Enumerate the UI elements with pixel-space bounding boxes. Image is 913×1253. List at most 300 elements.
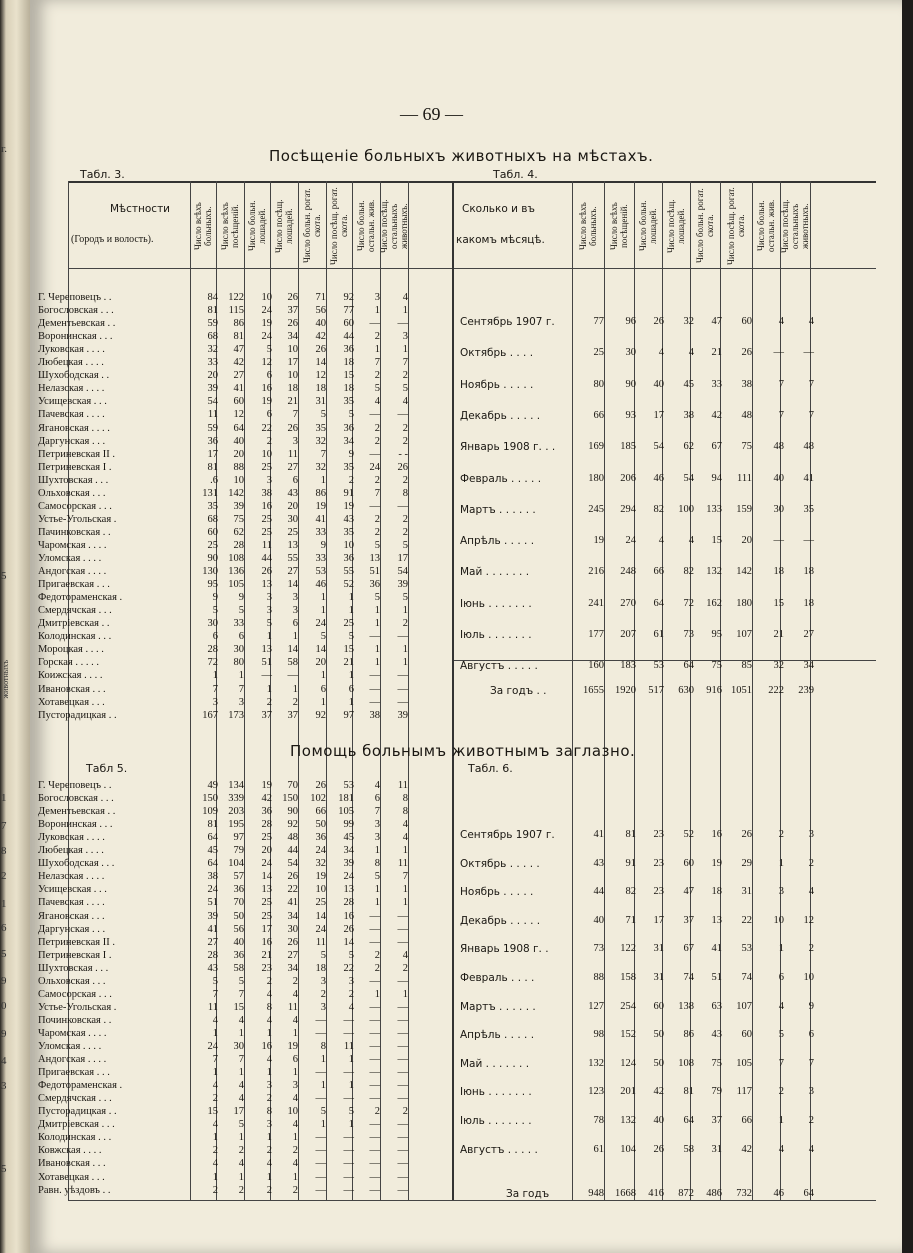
total-cell: 948 <box>588 1188 604 1199</box>
value-cell: 47 <box>711 316 722 327</box>
value-cell: 22 <box>287 884 298 896</box>
value-cell: — <box>343 1184 354 1196</box>
value-cell: 33 <box>711 378 722 390</box>
value-cell: 97 <box>233 832 244 844</box>
value-cell: 245 <box>588 503 604 515</box>
value-cell: 18 <box>343 383 354 395</box>
value-cell: 25 <box>261 832 272 844</box>
value-cell: 130 <box>202 566 218 578</box>
value-cell: 5 <box>348 1106 354 1118</box>
place-name: Пригаевская . . . <box>38 579 110 591</box>
value-cell: 11 <box>287 1001 298 1013</box>
value-cell: 21 <box>261 949 272 961</box>
value-cell: 36 <box>207 435 218 447</box>
value-cell: 14 <box>315 357 326 369</box>
value-cell: 13 <box>287 539 298 551</box>
total-cell: 239 <box>798 685 814 696</box>
value-cell: 41 <box>233 383 244 395</box>
value-cell: 10 <box>261 448 272 460</box>
value-cell: 60 <box>207 526 218 538</box>
value-cell: 14 <box>343 936 354 948</box>
value-cell: 73 <box>683 629 694 640</box>
value-cell: 11 <box>261 539 272 551</box>
value-cell: 35 <box>315 422 326 434</box>
value-cell: 20 <box>315 657 326 669</box>
total-cell: 872 <box>678 1188 694 1199</box>
place-name: Андогская . . . . <box>38 566 107 578</box>
value-cell: 1 <box>402 657 408 669</box>
value-cell: 15 <box>773 597 784 609</box>
value-cell: 71 <box>315 292 326 303</box>
page-number: — 69 — <box>400 104 463 124</box>
value-cell: 158 <box>620 972 636 983</box>
place-name: Воронинская . . . <box>38 819 113 831</box>
value-cell: 44 <box>287 845 298 857</box>
value-cell: 80 <box>593 378 604 390</box>
value-cell: 25 <box>261 513 272 525</box>
value-cell: — <box>369 1158 380 1170</box>
value-cell: 4 <box>266 1014 272 1026</box>
value-cell: 4 <box>212 1080 218 1092</box>
place-name: Колодинская . . . <box>38 631 112 643</box>
value-cell: 180 <box>588 472 604 484</box>
value-cell: 66 <box>315 806 326 818</box>
value-cell: 6 <box>266 409 272 421</box>
value-cell: 5 <box>374 539 380 551</box>
month-name: Апрѣль . . . . . <box>460 535 535 548</box>
value-cell: 1 <box>292 1132 298 1144</box>
place-name: Пачинковская . . <box>38 526 111 538</box>
right-col-header <box>690 186 720 266</box>
value-cell: 86 <box>683 1029 694 1041</box>
value-cell: 1 <box>374 618 380 630</box>
value-cell: 75 <box>233 513 244 525</box>
value-cell: - - <box>398 448 408 460</box>
value-cell: 31 <box>315 396 326 408</box>
value-cell: 2 <box>808 943 814 955</box>
total-cell: 1920 <box>615 685 636 696</box>
value-cell: 7 <box>778 378 784 390</box>
value-cell: 3 <box>292 1080 298 1092</box>
value-cell: 45 <box>683 378 694 390</box>
value-cell: 39 <box>207 383 218 395</box>
table-row <box>30 563 870 581</box>
value-cell: 26 <box>741 829 752 840</box>
value-cell: 4 <box>238 1014 244 1026</box>
value-cell: 4 <box>292 988 298 1000</box>
value-cell: 15 <box>711 535 722 547</box>
value-cell: 5 <box>266 344 272 356</box>
value-cell: — <box>369 1184 380 1196</box>
value-cell: 35 <box>207 500 218 512</box>
value-cell: 66 <box>593 409 604 421</box>
place-name: Уломская . . . . <box>38 553 102 564</box>
value-cell: 5 <box>320 949 326 961</box>
value-cell: 2 <box>292 696 298 708</box>
value-cell: 5 <box>374 871 380 883</box>
value-cell: 33 <box>233 618 244 630</box>
value-cell: 19 <box>711 857 722 869</box>
value-cell: 26 <box>287 936 298 948</box>
value-cell: 25 <box>315 897 326 909</box>
place-name: Хотавецкая . . . <box>38 696 105 708</box>
value-cell: 88 <box>233 461 244 473</box>
value-cell: — <box>369 1054 380 1066</box>
value-cell: 60 <box>683 857 694 869</box>
value-cell: — <box>397 409 408 421</box>
value-cell: 2 <box>266 975 272 987</box>
month-name: Май . . . . . . . <box>460 566 530 579</box>
value-cell: 81 <box>207 305 218 317</box>
value-cell: 12 <box>261 357 272 369</box>
right-col-header <box>720 186 752 266</box>
value-cell: 46 <box>653 472 664 484</box>
left-col-header <box>380 186 408 266</box>
month-name: Декабрь . . . . . <box>460 409 541 422</box>
value-cell: — <box>315 1067 326 1079</box>
value-cell: 37 <box>711 1115 722 1126</box>
value-cell: 2 <box>402 962 408 974</box>
value-cell: 16 <box>261 1041 272 1052</box>
value-cell: 18 <box>773 566 784 578</box>
place-name: Шухободская . . . <box>38 858 115 870</box>
value-cell: 18 <box>315 383 326 395</box>
value-cell: 11 <box>315 936 326 948</box>
value-cell: — <box>397 1014 408 1026</box>
value-cell: 33 <box>315 553 326 564</box>
value-cell: 2 <box>778 1086 784 1098</box>
value-cell: 7 <box>402 871 408 883</box>
value-cell: 1 <box>402 897 408 909</box>
value-cell: 4 <box>292 1014 298 1026</box>
table-row <box>30 805 430 818</box>
month-name: Апрѣль . . . . . <box>460 1029 535 1042</box>
value-cell: 48 <box>803 441 814 453</box>
place-name: Починковская . . <box>38 1014 112 1026</box>
value-cell: 2 <box>808 857 814 869</box>
value-cell: 105 <box>338 806 354 818</box>
table-row <box>30 313 870 331</box>
value-cell: 81 <box>625 829 636 840</box>
value-cell: 1 <box>374 988 380 1000</box>
value-cell: 108 <box>678 1057 694 1069</box>
month-name: Іюнь . . . . . . . <box>460 597 532 610</box>
value-cell: 16 <box>711 829 722 840</box>
value-cell: 3 <box>374 292 380 303</box>
value-cell: — <box>369 923 380 935</box>
value-cell: 24 <box>315 618 326 630</box>
value-cell: 5 <box>320 631 326 643</box>
value-cell: 1 <box>266 683 272 695</box>
value-cell: 38 <box>369 709 380 721</box>
value-cell: 74 <box>683 972 694 983</box>
table-row <box>30 643 430 656</box>
value-cell: 14 <box>261 871 272 883</box>
value-cell: 26 <box>653 316 664 327</box>
value-cell: 14 <box>287 644 298 656</box>
right-col-header <box>634 186 662 266</box>
value-cell: 60 <box>741 1029 752 1041</box>
place-name: Петриневская I . <box>38 949 112 961</box>
value-cell: 40 <box>233 435 244 447</box>
value-cell: 94 <box>711 472 722 484</box>
value-cell: 159 <box>736 503 752 515</box>
value-cell: 61 <box>653 629 664 640</box>
place-name: Шухободская . . <box>38 370 110 382</box>
place-name: Федотораменская . <box>38 592 123 604</box>
value-cell: 132 <box>620 1115 636 1126</box>
value-cell: 3 <box>212 696 218 708</box>
value-cell: 100 <box>678 503 694 515</box>
value-cell: — <box>369 448 380 460</box>
total-cell: 416 <box>648 1188 664 1199</box>
value-cell: 30 <box>287 923 298 935</box>
value-cell: 20 <box>233 448 244 460</box>
value-cell: 26 <box>653 1143 664 1155</box>
value-cell: 1 <box>212 1027 218 1039</box>
value-cell: 68 <box>207 331 218 343</box>
value-cell: 109 <box>202 806 218 818</box>
value-cell: — <box>369 1171 380 1183</box>
value-cell: 19 <box>261 780 272 791</box>
value-cell: 1 <box>402 884 408 896</box>
value-cell: 90 <box>287 806 298 818</box>
value-cell: 40 <box>653 1115 664 1126</box>
value-cell: 60 <box>343 318 354 330</box>
value-cell: 31 <box>711 1143 722 1155</box>
value-cell: 1 <box>320 1119 326 1131</box>
value-cell: 107 <box>736 629 752 640</box>
value-cell: 47 <box>683 886 694 898</box>
total-cell: 1668 <box>615 1188 636 1199</box>
value-cell: 19 <box>315 500 326 512</box>
right-col-header-text: Число всѣхъ посѣщеній. <box>609 202 629 250</box>
value-cell: — <box>369 1027 380 1039</box>
value-cell: 36 <box>261 806 272 818</box>
value-cell: 108 <box>228 553 244 564</box>
value-cell: 51 <box>369 566 380 578</box>
value-cell: 44 <box>261 553 272 564</box>
value-cell: — <box>343 1145 354 1157</box>
month-name: Мартъ . . . . . . <box>460 503 536 516</box>
value-cell: 43 <box>711 1029 722 1041</box>
value-cell: 1 <box>348 1080 354 1092</box>
month-name: Декабрь . . . . . <box>460 914 541 927</box>
value-cell: — <box>369 318 380 330</box>
value-cell: 19 <box>593 535 604 547</box>
value-cell: 37 <box>287 709 298 721</box>
value-cell: 86 <box>233 318 244 330</box>
total-cell: 486 <box>706 1188 722 1199</box>
value-cell: 167 <box>202 709 218 721</box>
value-cell: 9 <box>238 592 244 604</box>
value-cell: 1 <box>374 644 380 656</box>
value-cell: 28 <box>207 949 218 961</box>
value-cell: 2 <box>374 331 380 343</box>
value-cell: 30 <box>625 347 636 359</box>
value-cell: 14 <box>287 579 298 591</box>
value-cell: 169 <box>588 441 604 453</box>
value-cell: 5 <box>320 1106 326 1118</box>
value-cell: 32 <box>315 461 326 473</box>
table-row <box>30 1026 870 1044</box>
value-cell: 7 <box>778 1057 784 1069</box>
value-cell: 74 <box>741 972 752 983</box>
value-cell: 7 <box>808 409 814 421</box>
left-col-header <box>244 186 270 266</box>
value-cell: — <box>315 1158 326 1170</box>
value-cell: 10 <box>343 539 354 551</box>
value-cell: 134 <box>228 780 244 791</box>
value-cell: 111 <box>737 472 752 484</box>
value-cell: 1 <box>320 696 326 708</box>
value-cell: 107 <box>736 1000 752 1012</box>
value-cell: — <box>369 670 380 682</box>
value-cell: 30 <box>287 513 298 525</box>
value-cell: — <box>397 1158 408 1170</box>
value-cell: 115 <box>228 305 244 317</box>
value-cell: 36 <box>343 422 354 434</box>
value-cell: 4 <box>778 316 784 327</box>
value-cell: 201 <box>620 1086 636 1098</box>
value-cell: .6 <box>210 474 218 486</box>
value-cell: 12 <box>233 409 244 421</box>
value-cell: 54 <box>683 472 694 484</box>
value-cell: — <box>397 1080 408 1092</box>
value-cell: 2 <box>212 1093 218 1105</box>
value-cell: 4 <box>808 1143 814 1155</box>
value-cell: 203 <box>228 806 244 818</box>
value-cell: 122 <box>228 292 244 303</box>
value-cell: — <box>369 1041 380 1052</box>
value-cell: — <box>369 683 380 695</box>
value-cell: 54 <box>287 858 298 870</box>
value-cell: 105 <box>736 1057 752 1069</box>
value-cell: 6 <box>266 370 272 382</box>
value-cell: 2 <box>402 370 408 382</box>
value-cell: 21 <box>343 657 354 669</box>
total-cell: 630 <box>678 685 694 696</box>
left-col-header-text: Число больн. рогат. скота. <box>302 188 322 264</box>
left-col-header-text: Число посѣщ. остальныхъ животныхъ. <box>379 199 409 253</box>
value-cell: 42 <box>315 331 326 343</box>
value-cell: 21 <box>773 629 784 640</box>
left-col-header-text: Число больн. остальн. жив. <box>356 199 376 253</box>
month-name: Іюль . . . . . . . <box>460 1115 532 1127</box>
value-cell: — <box>369 696 380 708</box>
value-cell: — <box>803 535 814 547</box>
value-cell: 26 <box>343 923 354 935</box>
value-cell: 1 <box>212 1171 218 1183</box>
month-name: Августъ . . . . . <box>460 660 538 673</box>
value-cell: 64 <box>207 832 218 844</box>
value-cell: 7 <box>292 409 298 421</box>
value-cell: 20 <box>287 500 298 512</box>
table-row <box>30 330 430 343</box>
value-cell: — <box>287 670 298 682</box>
month-name: Октябрь . . . . <box>460 347 534 360</box>
value-cell: 22 <box>343 962 354 974</box>
value-cell: 48 <box>287 832 298 844</box>
value-cell: 177 <box>588 629 604 640</box>
value-cell: 2 <box>266 1184 272 1196</box>
value-cell: — <box>369 1093 380 1105</box>
table-row <box>30 940 870 958</box>
value-cell: 206 <box>620 472 636 484</box>
value-cell: 75 <box>711 660 722 672</box>
place-name: Г. Череповецъ . . <box>38 780 112 791</box>
value-cell: 1 <box>348 670 354 682</box>
value-cell: 181 <box>338 793 354 805</box>
value-cell: 54 <box>653 441 664 453</box>
value-cell: 13 <box>261 579 272 591</box>
value-cell: 60 <box>653 1000 664 1012</box>
place-name: Уломская . . . . <box>38 1041 102 1052</box>
value-cell: 17 <box>397 553 408 564</box>
value-cell: 20 <box>261 845 272 857</box>
value-cell: 46 <box>315 579 326 591</box>
value-cell: 24 <box>315 923 326 935</box>
place-name: Ивановская . . . <box>38 683 106 695</box>
value-cell: 10 <box>287 344 298 356</box>
value-cell: 1 <box>374 344 380 356</box>
value-cell: 59 <box>207 422 218 434</box>
value-cell: 1 <box>266 1067 272 1079</box>
value-cell: 5 <box>238 975 244 987</box>
value-cell: 150 <box>202 793 218 805</box>
value-cell: 41 <box>207 923 218 935</box>
value-cell: 17 <box>207 448 218 460</box>
value-cell: 92 <box>343 292 354 303</box>
value-cell: 10 <box>261 292 272 303</box>
value-cell: 127 <box>588 1000 604 1012</box>
value-cell: 21 <box>287 396 298 408</box>
value-cell: 9 <box>212 592 218 604</box>
value-cell: 3 <box>778 886 784 898</box>
place-name: Горская . . . . . <box>38 657 99 669</box>
value-cell: 1 <box>402 305 408 317</box>
total-cell: 222 <box>768 685 784 696</box>
value-cell: — <box>369 1067 380 1079</box>
value-cell: 35 <box>343 396 354 408</box>
value-cell: 142 <box>228 487 244 499</box>
value-cell: 8 <box>374 858 380 870</box>
total-cell: 1051 <box>731 685 752 696</box>
table-row <box>30 501 870 519</box>
table-row <box>30 912 870 930</box>
value-cell: — <box>803 347 814 359</box>
value-cell: 41 <box>803 472 814 484</box>
value-cell: 25 <box>593 347 604 359</box>
place-name: Ягановская . . . . <box>38 422 110 434</box>
value-cell: 32 <box>773 660 784 672</box>
value-cell: 5 <box>212 975 218 987</box>
value-cell: 64 <box>233 422 244 434</box>
right-col-header-text: Число посѣщ. остальныхъ животныхъ. <box>780 199 810 253</box>
value-cell: 35 <box>343 461 354 473</box>
table-row <box>30 438 870 456</box>
value-cell: 36 <box>233 884 244 896</box>
table-row <box>30 376 870 394</box>
value-cell: 41 <box>287 897 298 909</box>
value-cell: 26 <box>287 871 298 883</box>
value-cell: 2 <box>808 1115 814 1126</box>
value-cell: 42 <box>261 793 272 805</box>
value-cell: 56 <box>315 305 326 317</box>
month-name: Іюль . . . . . . . <box>460 629 532 641</box>
value-cell: — <box>773 535 784 547</box>
value-cell: 1 <box>778 943 784 955</box>
